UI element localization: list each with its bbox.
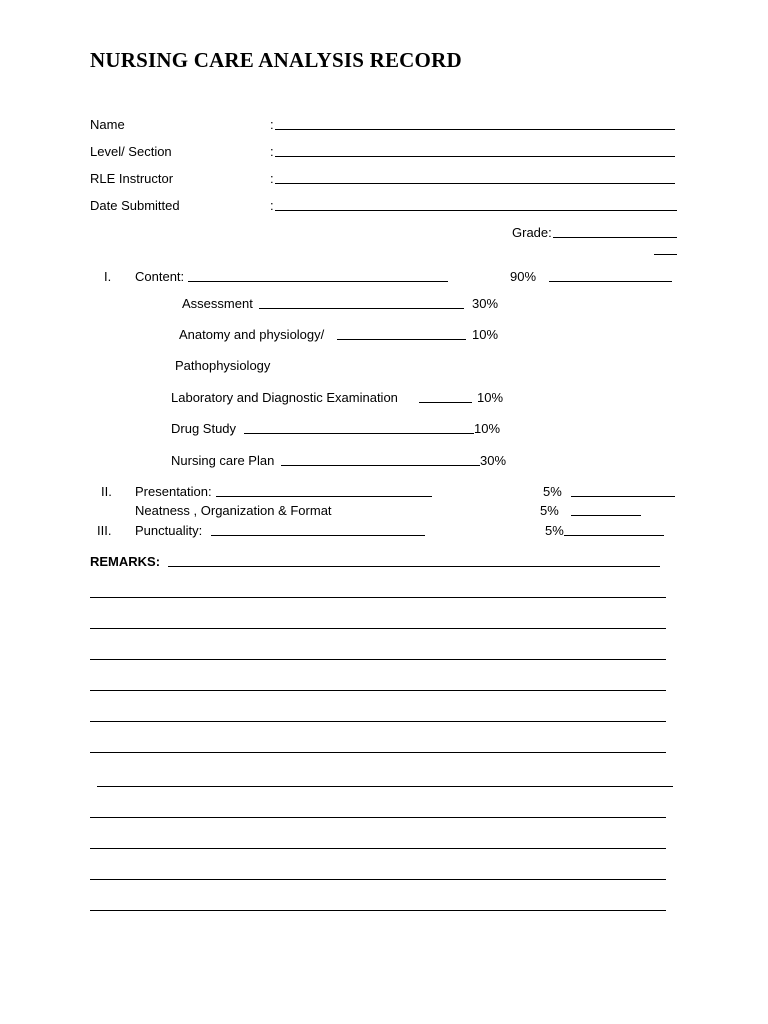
rle-instructor-colon: : <box>270 171 274 186</box>
remarks-line[interactable] <box>90 628 666 629</box>
remarks-line[interactable] <box>90 848 666 849</box>
presentation-score-field[interactable] <box>571 496 675 497</box>
punctuality-label: Punctuality: <box>135 523 203 538</box>
remarks-line[interactable] <box>90 817 666 818</box>
punctuality-score-field[interactable] <box>564 535 664 536</box>
remarks-line[interactable] <box>90 721 666 722</box>
neatness-label: Neatness , Organization & Format <box>135 503 332 518</box>
remarks-line[interactable] <box>90 879 666 880</box>
punctuality-numeral: III. <box>97 523 112 538</box>
level-section-field[interactable] <box>275 156 675 157</box>
anatomy-physiology-field[interactable] <box>337 339 466 340</box>
page-title: NURSING CARE ANALYSIS RECORD <box>90 48 462 72</box>
remarks-field[interactable] <box>168 566 660 567</box>
punctuality-field[interactable] <box>211 535 425 536</box>
date-submitted-field[interactable] <box>275 210 677 211</box>
assessment-label: Assessment <box>182 296 253 311</box>
content-score-field[interactable] <box>549 281 672 282</box>
anatomy-physiology-percent: 10% <box>472 327 499 342</box>
remarks-line[interactable] <box>90 910 666 911</box>
presentation-field[interactable] <box>216 496 432 497</box>
grade-label: Grade: <box>512 225 552 240</box>
pathophysiology-label: Pathophysiology <box>175 358 271 373</box>
remarks-label: REMARKS: <box>90 554 161 569</box>
remarks-line[interactable] <box>90 597 666 598</box>
presentation-percent: 5% <box>543 484 562 499</box>
nursing-care-plan-label: Nursing care Plan <box>171 453 275 468</box>
lab-diagnostic-field[interactable] <box>419 402 472 403</box>
date-submitted-label: Date Submitted <box>90 198 180 213</box>
nursing-care-plan-field[interactable] <box>281 465 480 466</box>
lab-diagnostic-label: Laboratory and Diagnostic Examination <box>171 390 398 405</box>
anatomy-physiology-label: Anatomy and physiology/ <box>179 327 325 342</box>
lab-diagnostic-percent: 10% <box>477 390 504 405</box>
nursing-care-plan-percent: 30% <box>480 453 507 468</box>
name-colon: : <box>270 117 274 132</box>
drug-study-label: Drug Study <box>171 421 237 436</box>
date-submitted-colon: : <box>270 198 274 213</box>
neatness-percent: 5% <box>540 503 559 518</box>
presentation-label: Presentation: <box>135 484 212 499</box>
presentation-numeral: II. <box>101 484 112 499</box>
content-field[interactable] <box>188 281 448 282</box>
name-label: Name <box>90 117 125 132</box>
rle-instructor-field[interactable] <box>275 183 675 184</box>
remarks-line[interactable] <box>90 659 666 660</box>
remarks-line[interactable] <box>90 690 666 691</box>
drug-study-field[interactable] <box>244 433 474 434</box>
drug-study-percent: 10% <box>474 421 501 436</box>
rle-instructor-label: RLE Instructor <box>90 171 174 186</box>
content-numeral: I. <box>104 269 112 284</box>
remarks-line[interactable] <box>90 752 666 753</box>
neatness-score-field[interactable] <box>571 515 641 516</box>
level-section-colon: : <box>270 144 274 159</box>
name-field[interactable] <box>275 129 675 130</box>
content-percent: 90% <box>510 269 537 284</box>
content-label: Content: <box>135 269 185 284</box>
assessment-percent: 30% <box>472 296 499 311</box>
assessment-field[interactable] <box>259 308 464 309</box>
level-section-label: Level/ Section <box>90 144 172 159</box>
grade-field[interactable] <box>553 237 677 238</box>
remarks-line[interactable] <box>97 786 673 787</box>
punctuality-percent: 5% <box>545 523 564 538</box>
grade-field-extension <box>654 254 677 255</box>
